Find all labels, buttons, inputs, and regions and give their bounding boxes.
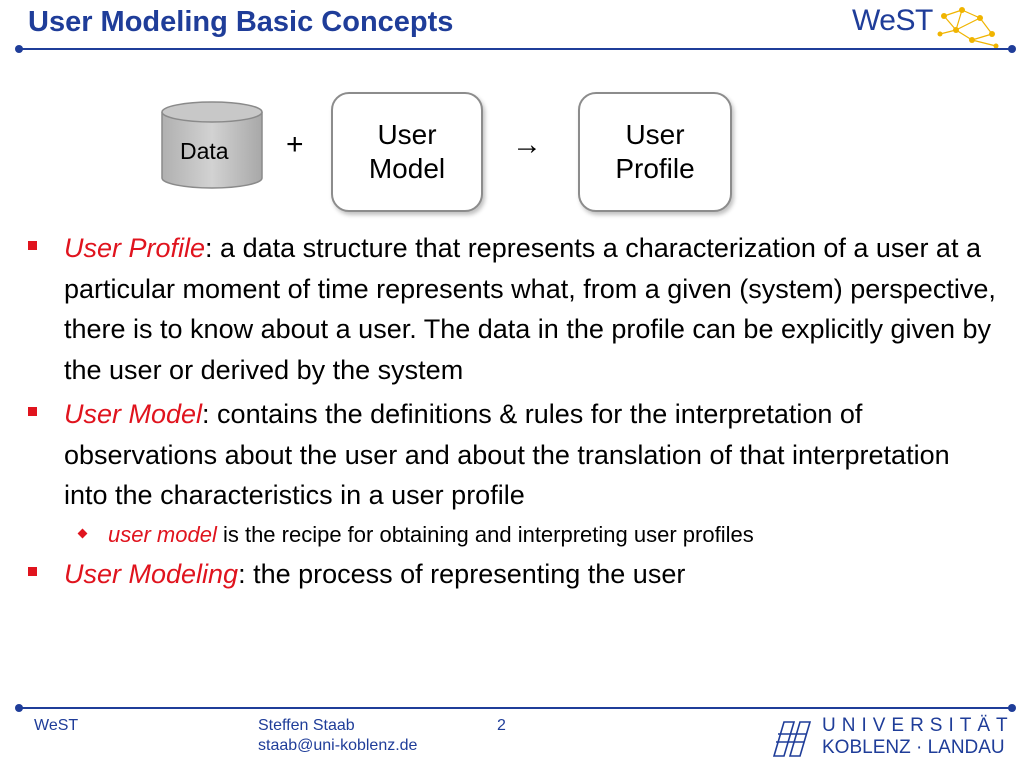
definition-user-profile: : a data structure that represents a characterization of a user at a particular moment of time represents what, from a given (system) perspective, there is to know about a user. The data in the profile can be explicitly given by the user or derived by the system — [64, 233, 996, 385]
user-model-line1: User — [377, 119, 437, 150]
plus-sign: + — [286, 128, 304, 161]
user-profile-box — [578, 92, 732, 212]
definition-user-model-sub: is the recipe for obtaining and interpreting user profiles — [216, 521, 754, 547]
user-model-line2: Model — [368, 153, 446, 184]
term-user-profile: User Profile — [64, 233, 206, 263]
footer-rule — [18, 707, 1013, 709]
term-user-model: User Model — [64, 399, 203, 429]
bullet-user-profile — [28, 228, 998, 390]
bullet-diamond-icon — [78, 528, 88, 538]
university-name-line1: UNIVERSITÄT — [822, 715, 1014, 736]
term-user-model-sub: user model — [108, 521, 217, 547]
bullet-square-icon — [28, 567, 37, 576]
university-emblem-icon — [770, 716, 816, 760]
definition-user-modeling: : the process of representing the user — [238, 558, 686, 589]
bullet-user-model — [28, 394, 998, 516]
footer-author-name: Steffen Staab — [258, 717, 355, 734]
definition-user-model: : contains the definitions & rules for the interpretation of observations about the user and about the translation of that interpretation into the characteristics in a user profile — [64, 399, 950, 510]
west-logo-text: WeST — [852, 4, 933, 37]
university-logo — [770, 715, 1014, 762]
arrow-right-icon: → — [512, 128, 542, 161]
bullet-square-icon — [28, 407, 37, 416]
term-user-modeling: User Modeling — [64, 558, 239, 589]
sub-bullet-user-model — [28, 518, 998, 552]
bullet-list — [28, 228, 998, 594]
slide-title: User Modeling Basic Concepts — [28, 6, 454, 38]
concept-diagram — [0, 0, 1024, 230]
footer-author-email: staab@uni-koblenz.de — [258, 737, 418, 754]
user-profile-line1: User — [625, 119, 685, 150]
user-model-box — [331, 92, 483, 212]
data-label: Data — [180, 138, 229, 164]
bullet-square-icon — [28, 241, 37, 250]
footer-author — [258, 716, 417, 756]
page-number: 2 — [497, 717, 506, 734]
footer-west: WeST — [34, 717, 79, 734]
bullet-user-modeling — [28, 554, 998, 595]
university-name-line2: KOBLENZ · LANDAU — [822, 737, 1005, 758]
user-profile-line2: Profile — [615, 153, 695, 184]
